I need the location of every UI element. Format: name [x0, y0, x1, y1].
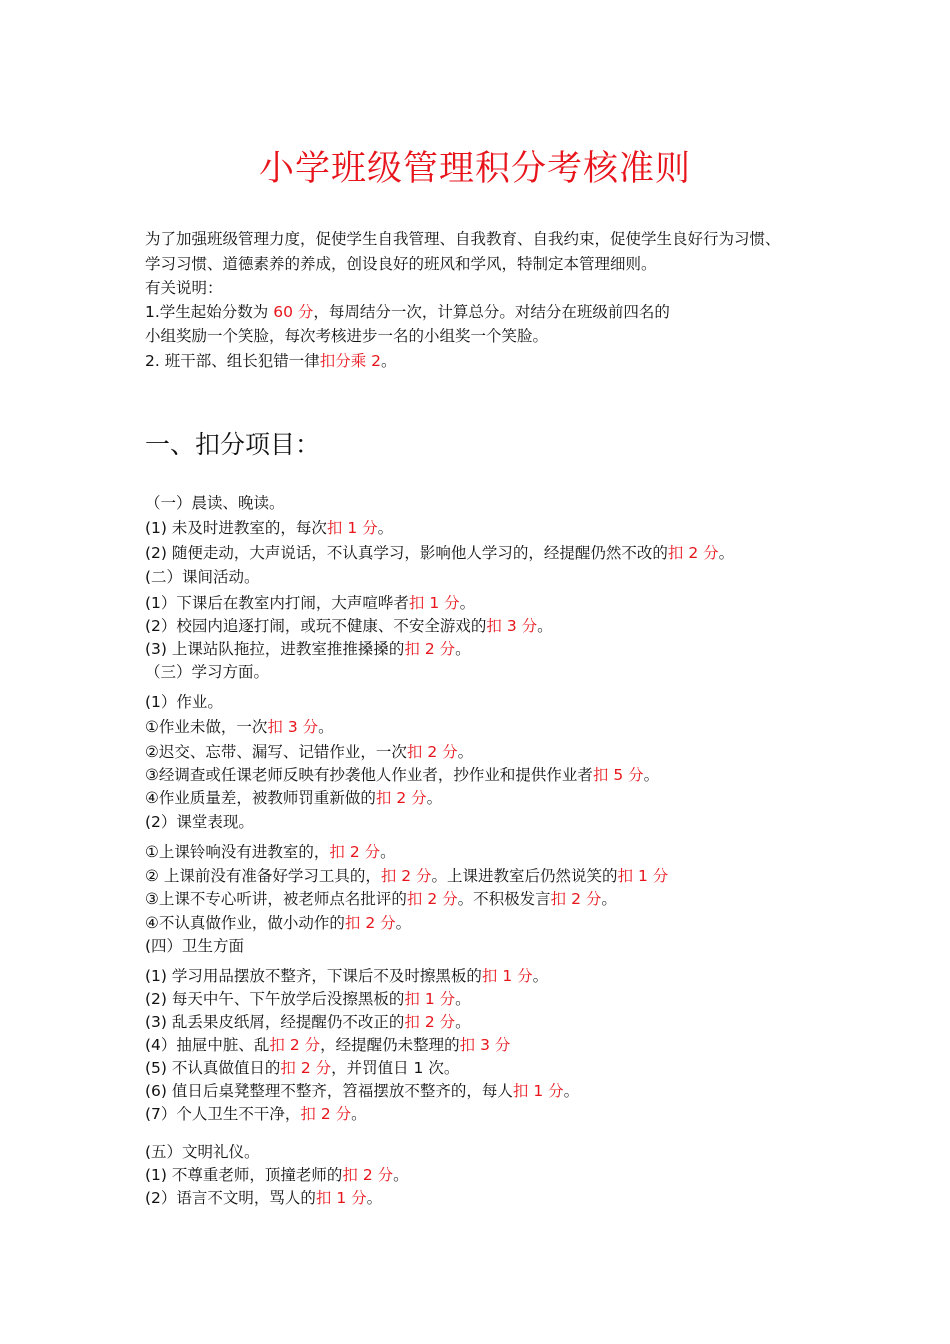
deduction-amount: 扣 1 分 [408, 594, 460, 612]
deduction-amount: 扣 1 分 [326, 519, 378, 537]
rule-text: 。 [457, 743, 474, 761]
rule-text: (3) 乱丢果皮纸屑，经提醒仍不改正的 [145, 1013, 405, 1031]
deduction-amount: 扣 2 分 [380, 867, 432, 885]
rule-line [145, 638, 471, 660]
rule-text: (1）作业。 [145, 693, 223, 711]
deduction-amount: 扣 1 分 [512, 1082, 564, 1100]
rule-text: (二）课间活动。 [145, 568, 260, 586]
rule-line [145, 1103, 367, 1125]
deduction-amount: 扣 1 分 [481, 967, 533, 985]
rule-line [145, 935, 244, 957]
rule-text: 。 [643, 766, 660, 784]
deduction-amount: 扣 1 分 [404, 990, 456, 1008]
rule-text: 。 [718, 544, 735, 562]
rule-text: ② 上课前没有准备好学习工具的， [145, 867, 381, 885]
rule-text: (2）语言不文明，骂人的 [145, 1189, 316, 1207]
deduction-amount: 扣 3 分 [267, 718, 319, 736]
rule-text: ④作业质量差，被教师罚重新做的 [145, 789, 376, 807]
rule-line [145, 1141, 260, 1163]
rule-line [145, 542, 734, 564]
rule-text: （一）晨读、晚读。 [145, 494, 285, 512]
rule-text: 。 [426, 789, 443, 807]
intro-line-2: 学习习惯、道德素养的养成，创设良好的班风和学风，特制定本管理细则。 [145, 255, 657, 273]
rule-line [145, 741, 473, 763]
deduction-amount: 扣 3 分 [486, 617, 538, 635]
rule-text: ③经调查或任课老师反映有抄袭他人作业者，抄作业和提供作业者 [145, 766, 593, 784]
rule-text: 。 [377, 519, 394, 537]
rule-line [145, 1057, 459, 1079]
rule-line [145, 865, 668, 887]
rule-line [145, 691, 223, 713]
rule-text: (四）卫生方面 [145, 937, 245, 955]
rule-line [145, 965, 548, 987]
deduction-amount: 扣 3 分 [459, 1036, 511, 1054]
deduction-amount: 扣 2 分 [375, 789, 427, 807]
rule-text: 。 [459, 594, 476, 612]
deduction-amount: 扣 2 分 [406, 743, 458, 761]
rule-text: 。 [380, 843, 396, 861]
rule-text: 。 [532, 967, 549, 985]
rule-text: ，并罚值日 1 次。 [331, 1059, 460, 1077]
deduction-amount: 扣 1 分 [617, 867, 669, 885]
rule-text: (2) 随便走动，大声说话，不认真学习，影响他人学习的，经提醒仍然不改的 [145, 544, 668, 562]
rule-text: 。上课进教室后仍然说笑的 [431, 867, 618, 885]
deduction-amount: 扣 2 分 [550, 890, 602, 908]
rule-text: 。 [601, 890, 617, 908]
page-title: 小学班级管理积分考核准则 [258, 149, 691, 189]
note-2: 2. 班干部、组长犯错一律扣分乘 2。 [145, 352, 397, 370]
rule-text: 。 [393, 1166, 409, 1184]
rule-text: (6) 值日后桌凳整理不整齐，笤福摆放不整齐的，每人 [145, 1082, 513, 1100]
note-1: 1.学生起始分数为 60 分，每周结分一次，计算总分。对结分在班级前四名的 [145, 303, 670, 321]
rule-line [145, 888, 617, 910]
rule-line [145, 811, 254, 833]
rule-text: (7）个人卫生不干净， [145, 1105, 301, 1123]
rule-text: (1) 不尊重老师，顶撞老师的 [145, 1166, 343, 1184]
rule-line [145, 517, 393, 539]
rule-line [145, 912, 411, 934]
rule-text: （三）学习方面。 [145, 663, 270, 681]
rule-text: 。 [366, 1189, 383, 1207]
deduction-amount: 扣 2 分 [404, 640, 456, 658]
deduction-amount: 扣 2 分 [280, 1059, 332, 1077]
rule-line [145, 661, 269, 683]
rule-line [145, 1164, 409, 1186]
rule-line [145, 615, 553, 637]
deduction-amount: 扣 2 分 [269, 1036, 321, 1054]
rule-text: (1) 未及时进教室的，每次 [145, 519, 327, 537]
rule-text: ①作业未做，一次 [145, 718, 268, 736]
rule-line [145, 841, 396, 863]
rule-line [145, 764, 659, 786]
rule-text: (4）抽屉中脏、乱 [145, 1036, 270, 1054]
rule-line [145, 566, 260, 588]
deduction-amount: 扣 2 分 [667, 544, 719, 562]
rule-text: 。 [351, 1105, 367, 1123]
rule-text: ①上课铃响没有进教室的， [145, 843, 330, 861]
rule-text: (2) 每天中午、下午放学后没擦黑板的 [145, 990, 405, 1008]
rule-text: (1）下课后在教室内打闹，大声喧哗者 [145, 594, 409, 612]
deduction-amount: 扣 1 分 [315, 1189, 367, 1207]
deduction-amount: 扣 2 分 [342, 1166, 394, 1184]
rule-line [145, 787, 442, 809]
rule-text: ②迟交、忘带、漏写、记错作业，一次 [145, 743, 407, 761]
rule-text: (五）文明礼仪。 [145, 1143, 260, 1161]
rule-line [145, 1034, 510, 1056]
rule-text: 。 [537, 617, 553, 635]
rule-text: (2）校园内追逐打闹，或玩不健康、不安全游戏的 [145, 617, 487, 635]
rule-text: 。 [455, 1013, 471, 1031]
rule-line [145, 492, 285, 514]
deduction-amount: 扣 2 分 [300, 1105, 352, 1123]
rule-line [145, 1187, 382, 1209]
rule-text: 。 [395, 914, 412, 932]
deduction-amount: 扣 5 分 [592, 766, 644, 784]
rule-text: (5) 不认真做值日的 [145, 1059, 281, 1077]
rule-text: 。 [455, 640, 471, 658]
rule-text: (3) 上课站队拖拉，进教室推推搡搡的 [145, 640, 405, 658]
rule-text: (2）课堂表现。 [145, 813, 254, 831]
rule-text: 。不积极发言 [457, 890, 551, 908]
rule-text: ③上课不专心听讲，被老师点名批评的 [145, 890, 407, 908]
intro-line-1: 为了加强班级管理力度，促使学生自我管理、自我教育、自我约束，促使学生良好行为习惯、 [145, 230, 781, 248]
rule-text: 。 [563, 1082, 580, 1100]
rule-line [145, 1080, 579, 1102]
deduction-amount: 扣 2 分 [406, 890, 458, 908]
rule-line [145, 716, 334, 738]
section-heading: 一、扣分项目： [145, 430, 321, 459]
rule-text: ④不认真做作业，做小动作的 [145, 914, 345, 932]
note-1-continued: 小组奖励一个笑脸，每次考核进步一名的小组奖一个笑脸。 [145, 327, 549, 345]
rule-text: (1) 学习用品摆放不整齐，下课后不及时擦黑板的 [145, 967, 482, 985]
deduction-amount: 扣 2 分 [329, 843, 381, 861]
deduction-amount: 扣 2 分 [404, 1013, 456, 1031]
rule-text: ，经提醒仍未整理的 [320, 1036, 460, 1054]
rule-line [145, 988, 471, 1010]
deduction-amount: 扣 2 分 [344, 914, 396, 932]
rule-line [145, 592, 475, 614]
rule-text: 。 [455, 990, 471, 1008]
notes-label: 有关说明： [145, 279, 223, 297]
rule-line [145, 1011, 471, 1033]
rule-text: 。 [318, 718, 334, 736]
